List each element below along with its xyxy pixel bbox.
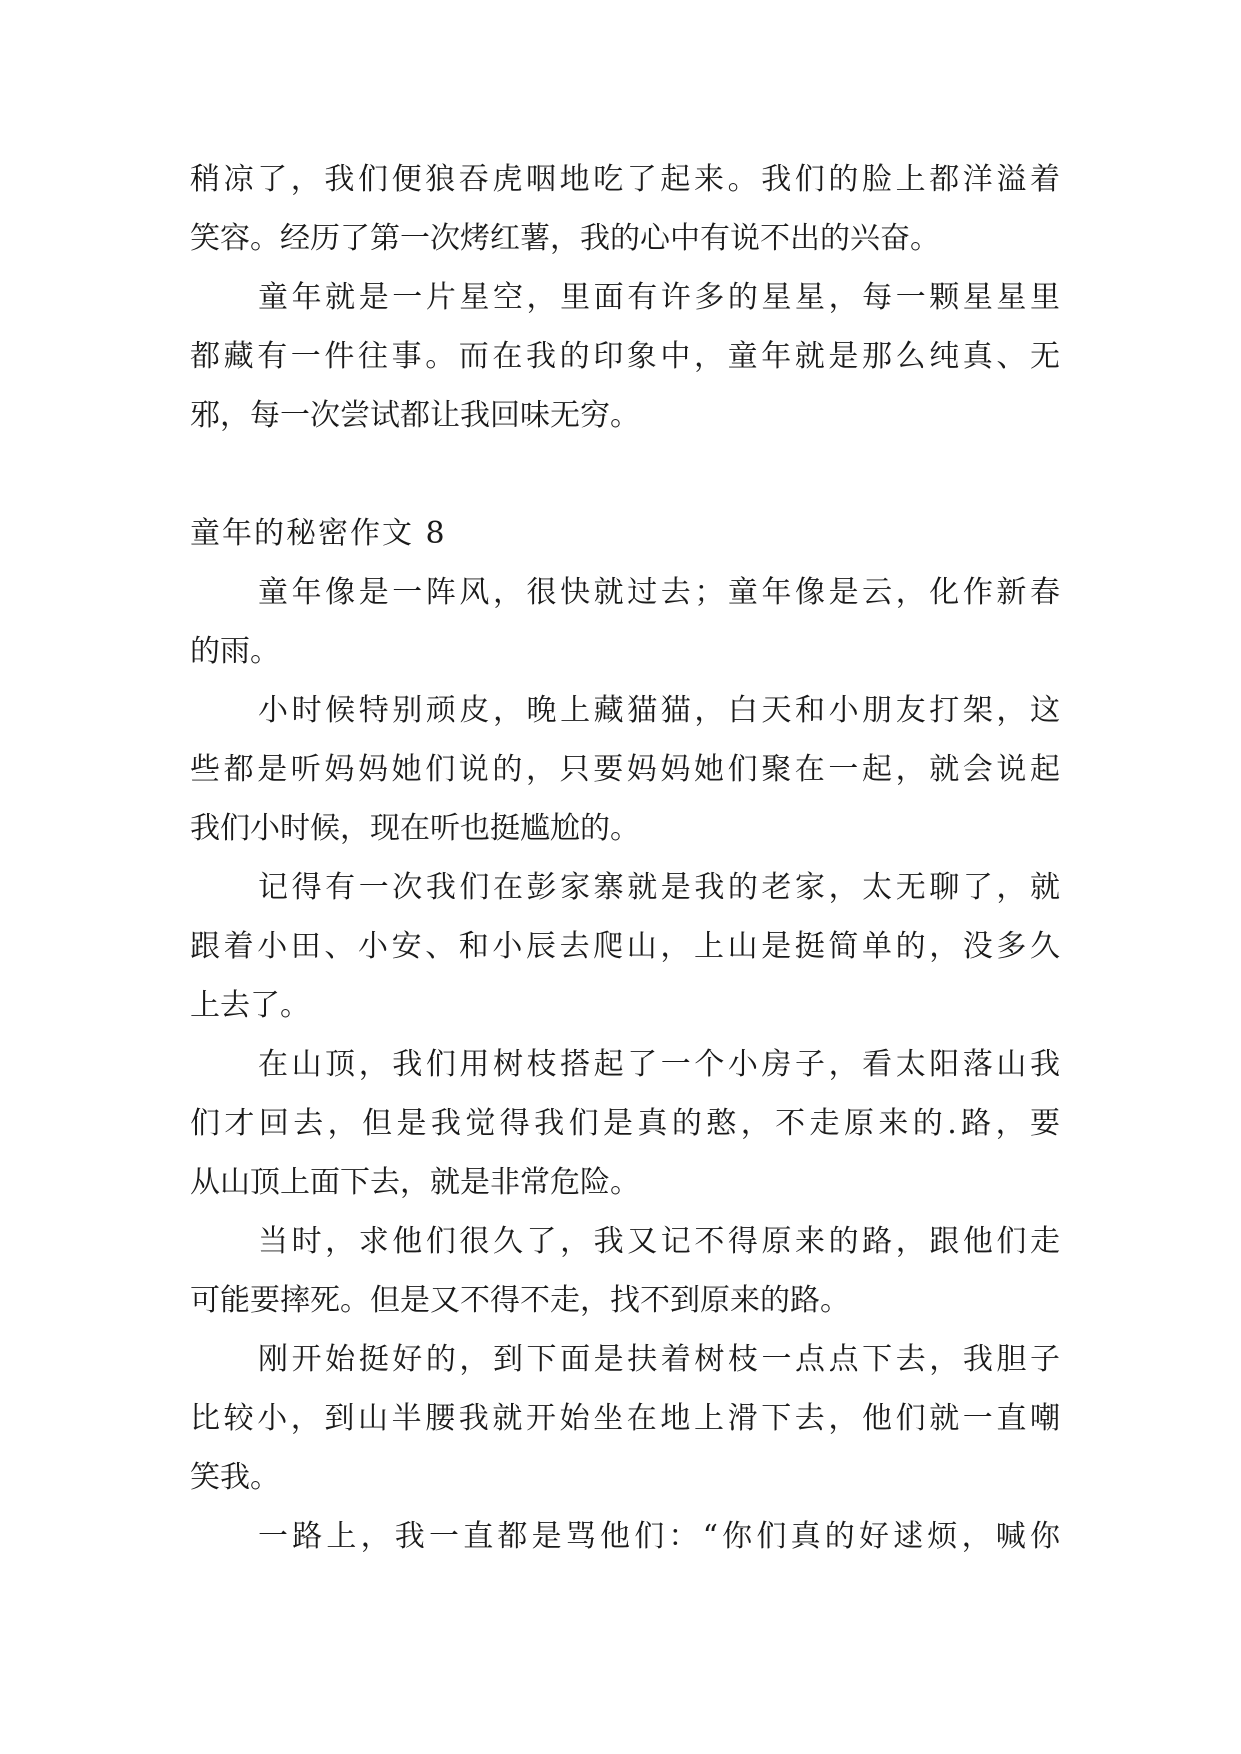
text-line: 们才回去，但是我觉得我们是真的憨，不走原来的.路，要 <box>190 1106 1060 1141</box>
text-line: 比较小，到山半腰我就开始坐在地上滑下去，他们就一直嘲 <box>190 1401 1060 1436</box>
text-line: 上去了。 <box>190 988 310 1023</box>
text-line: 从山顶上面下去，就是非常危险。 <box>190 1165 640 1200</box>
text-line: 笑容。经历了第一次烤红薯，我的心中有说不出的兴奋。 <box>190 221 940 256</box>
paragraph-first-line: 小时候特别顽皮，晚上藏猫猫，白天和小朋友打架，这 <box>258 693 1060 728</box>
text-line: 的雨。 <box>190 634 280 669</box>
text-line: 都藏有一件往事。而在我的印象中，童年就是那么纯真、无 <box>190 339 1060 374</box>
paragraph-first-line: 童年就是一片星空，里面有许多的星星，每一颗星星里 <box>258 280 1060 315</box>
text-line: 邪，每一次尝试都让我回味无穷。 <box>190 398 640 433</box>
text-line: 些都是听妈妈她们说的，只要妈妈她们聚在一起，就会说起 <box>190 752 1060 787</box>
text-line: 可能要摔死。但是又不得不走，找不到原来的路。 <box>190 1283 850 1318</box>
text-line: 我们小时候，现在听也挺尴尬的。 <box>190 811 640 846</box>
text-line: 笑我。 <box>190 1460 280 1495</box>
paragraph-first-line: 童年像是一阵风，很快就过去；童年像是云，化作新春 <box>258 575 1060 610</box>
text-line: 跟着小田、小安、和小辰去爬山，上山是挺简单的，没多久 <box>190 929 1060 964</box>
paragraph-first-line: 刚开始挺好的，到下面是扶着树枝一点点下去，我胆子 <box>258 1342 1060 1377</box>
paragraph-first-line: 在山顶，我们用树枝搭起了一个小房子，看太阳落山我 <box>258 1047 1060 1082</box>
paragraph-first-line: 一路上，我一直都是骂他们：“你们真的好逑烦，喊你 <box>258 1519 1060 1554</box>
paragraph-first-line: 当时，求他们很久了，我又记不得原来的路，跟他们走 <box>258 1224 1060 1259</box>
section-heading: 童年的秘密作文 8 <box>190 516 447 551</box>
paragraph-first-line: 记得有一次我们在彭家寨就是我的老家，太无聊了，就 <box>258 870 1060 905</box>
text-line: 稍凉了，我们便狼吞虎咽地吃了起来。我们的脸上都洋溢着 <box>190 162 1060 197</box>
